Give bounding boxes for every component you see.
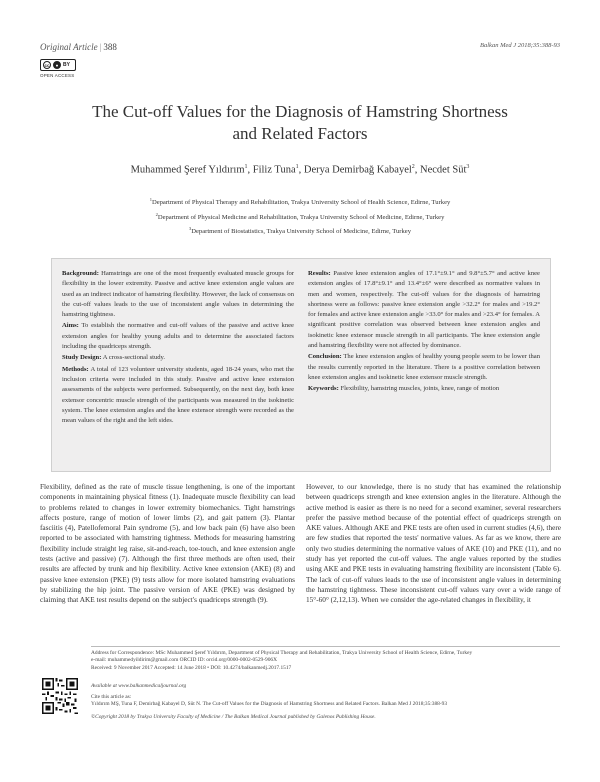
correspondence-block (91, 650, 561, 672)
title-line-2: and Related Factors (232, 124, 368, 143)
abstract-methods (62, 365, 294, 427)
correspondence-address: Address for Correspondence: MSc Muhammed Şeref Yıldırım, Department of Physical Therapy and Rehabilitation, Trakya University School of Health Science, Edirne, Turkey (91, 650, 473, 656)
author-affil-mark: 3 (466, 164, 470, 170)
abstract-left-column (62, 269, 294, 427)
affiliations (40, 194, 560, 238)
page-number: 388 (103, 42, 117, 52)
article-title (60, 101, 540, 145)
author-name: Muhammed Şeref Yıldırım (130, 164, 245, 176)
abstract-label: Background: (62, 270, 99, 277)
affil-text: Department of Physical Medicine and Rehabilitation, Trakya University School of Medicine, Edirne, Turkey (157, 213, 445, 221)
available-link[interactable] (91, 683, 561, 690)
received-accepted-doi: Received: 9 November 2017 Accepted: 14 June 2018 • DOI: 10.4274/balkanmedj.2017.1517 (91, 664, 292, 671)
email-orcid[interactable]: e-mail: muhammedyildirim@gmail.com ORCID ID: orcid.org/0000-0002-0529-906X (91, 657, 278, 664)
abstract-label: Keywords: (308, 385, 339, 393)
author-affil-mark: 2 (411, 164, 415, 170)
cite-label: Cite this article as: (91, 694, 132, 700)
abstract-text: The knee extension angles of healthy young people seem to be lower than the results currently reported in the literature. There is a positive correlation between knee extension angles and isokinetic knee extensor muscle strength. (308, 353, 541, 381)
abstract-text: Flexibility, hamstring muscles, joints, knee, range of motion (340, 385, 500, 393)
section-label: Original Article (40, 42, 98, 52)
body-right-column: However, to our knowledge, there is no study that has examined the relationship between quadriceps strength and knee extension angles in the literature. Although the active method is easier as there is no need for a second examiner, several researchers prefer the passive method because of the potential effect of quadriceps strength on AKE values. Although AKE and PKE tests are often used in current studies (4,6), there are few studies that reported the tests' normative values. As far as we know, there are only two studies determining the normative values of AKE (10) and PKE (11), and no study has yet reported the cut-off values. The angle values reported by the studies using AKE and PKE tests in evaluating hamstring flexibility are inconsistent (Table 6). The lack of cut-off values leads to the use of inconsistent angle values in determining the hamstring tightness. These inconsistent cut-off values vary over a wide range of 15°-60° (2,12,13). When we consider the age-related changes in flexibility, it (306, 482, 561, 605)
affiliation-line (40, 194, 560, 209)
affiliation-line (40, 223, 560, 238)
running-header-left (40, 42, 117, 52)
copyright-line (91, 714, 561, 721)
affil-text: Department of Biostatistics, Trakya University School of Medicine, Edirne, Turkey (191, 228, 412, 236)
footer-divider (91, 646, 560, 647)
abstract-text: A cross-sectional study. (102, 354, 166, 362)
author-affil-mark: 1 (295, 164, 299, 170)
abstract-label: Study Design: (62, 354, 102, 362)
journal-reference: Balkan Med J 2018;35:388-93 (480, 42, 560, 49)
abstract-right-column (308, 269, 540, 396)
abstract-label: Conclusion: (308, 353, 342, 361)
abstract-results (308, 269, 540, 351)
title-line-1: The Cut-off Values for the Diagnosis of Hamstring Shortness (92, 102, 508, 121)
abstract-label: Methods: (62, 365, 89, 373)
author-name: Necdet Süt (420, 164, 467, 176)
affiliation-line (40, 209, 560, 224)
abstract-keywords (308, 384, 540, 394)
abstract-text: Hamstrings are one of the most frequently evaluated muscle groups for flexibility in the lower extremity. Passive and active knee extension angle values are used as an indirect indicator of hamstring flexibility. However, the lack of consensus on the cut-off values leads to the use of inconsistent angle values in determining the hamstring tightness. (62, 270, 294, 319)
qr-code-icon[interactable] (42, 678, 78, 714)
citation-block (91, 694, 561, 709)
author-affil-mark: 1 (244, 164, 248, 170)
abstract-text: A total of 123 volunteer university students, aged 18-24 years, who met the inclusion criteria were included in this study. Passive and active knee extension assessments of the subjects were performed. Subsequently, on the next day, both knee extensor concentric muscle strength of the participants was measured in the isokinetic system. The knee extension angles and the knee extensor strength were recorded as the mean values of the right and the left sides. (62, 365, 294, 425)
copyright-text: ©Copyright 2018 by Trakya University Faculty of Medicine / The Balkan Medical Journal published by Galenos Publishing House. (91, 714, 376, 720)
author-list: Muhammed Şeref Yıldırım$^1$, Filiz Tuna$^1$, Derya Demirbağ Kabayel$^2$, Necdet Süt$^3$ (130, 164, 470, 176)
cite-text: Yıldırım MŞ, Tuna F, Demirbağ Kabayel D, Süt N. The Cut-off Values for the Diagnosis of Hamstring Shortness and Related Factors. Balkan Med J 2018;35:388-93 (91, 701, 448, 708)
affil-mark: 3 (188, 226, 192, 232)
cc-by-license-badge[interactable] (40, 59, 76, 71)
affil-mark: 2 (155, 211, 158, 217)
affil-mark: 1 (149, 197, 152, 202)
author-name: Derya Demirbağ Kabayel (303, 164, 412, 176)
abstract-aims (62, 321, 294, 352)
abstract-text: To establish the normative and cut-off values of the passive and active knee extension angles for healthy young adults and to determine the associated factors including the quadriceps strength. (62, 322, 294, 351)
author-name: Filiz Tuna (252, 164, 296, 176)
header-separator: | (99, 42, 102, 52)
abstract-label: Results: (308, 270, 331, 277)
abstract-box (51, 258, 551, 472)
abstract-label: Aims: (62, 322, 79, 330)
abstract-background (62, 269, 294, 320)
abstract-design (62, 353, 294, 363)
by-label: BY (63, 62, 70, 68)
abstract-text: Passive knee extension angles of 17.1°±9.1° and 9.8°±5.7° and active knee extension angles of 17.8°±9.1° and 13.4°±6° were described as normative values in men and women, respectively. The cut-off values for the diagnosis of hamstring shortness were as follows: passive knee extension angle >32.2° for males and >19.2° for females and active knee extension angle >33.0° for males and >23.4° for females. A significant positive correlation was observed between knee extension angles and isokinetic knee extensor muscle strength in all participants. The knee extension angle and hamstring flexibility were not affected by dominance. (308, 270, 540, 350)
cc-icon: cc (44, 62, 50, 68)
affil-text: Department of Physical Therapy and Rehabilitation, Trakya University School of Health Science, Edirne, Turkey (151, 199, 451, 207)
open-access-label: OPEN ACCESS (40, 73, 75, 78)
body-left-column: Flexibility, defined as the rate of muscle tissue lengthening, is one of the important components in maintaining physical fitness (1). Inadequate muscle flexibility can lead to problems related to changes in lower extremity biomechanics. Tight hamstrings affects posture, range of motion of lower limbs (2), and gait pattern (3). Plantar fasciitis (4), Patellofemoral Pain syndrome (5), and low back pain (6) have also been reported to be associated with hamstring tightness. Methods for measuring hamstring flexibility include straight leg raise, sit-and-reach, toe-touch, and knee extension angle tests (active and passive) (7). Although the first three methods are often used, their results are affected by trunk and hip flexibility. Active knee extension (AKE) (8) and passive knee extension (PKE) (9) tests allow for more isolated hamstring evaluations by stabilizing the hip joint. The passive version of AKE (PKE) was designed by claiming that AKE test results depend on the subject's quadriceps strength (9). (40, 482, 295, 605)
by-icon: ● (53, 61, 61, 69)
available-text: Available at www.balkanmedicaljournal.org (91, 683, 187, 689)
abstract-conclusion (308, 352, 540, 383)
